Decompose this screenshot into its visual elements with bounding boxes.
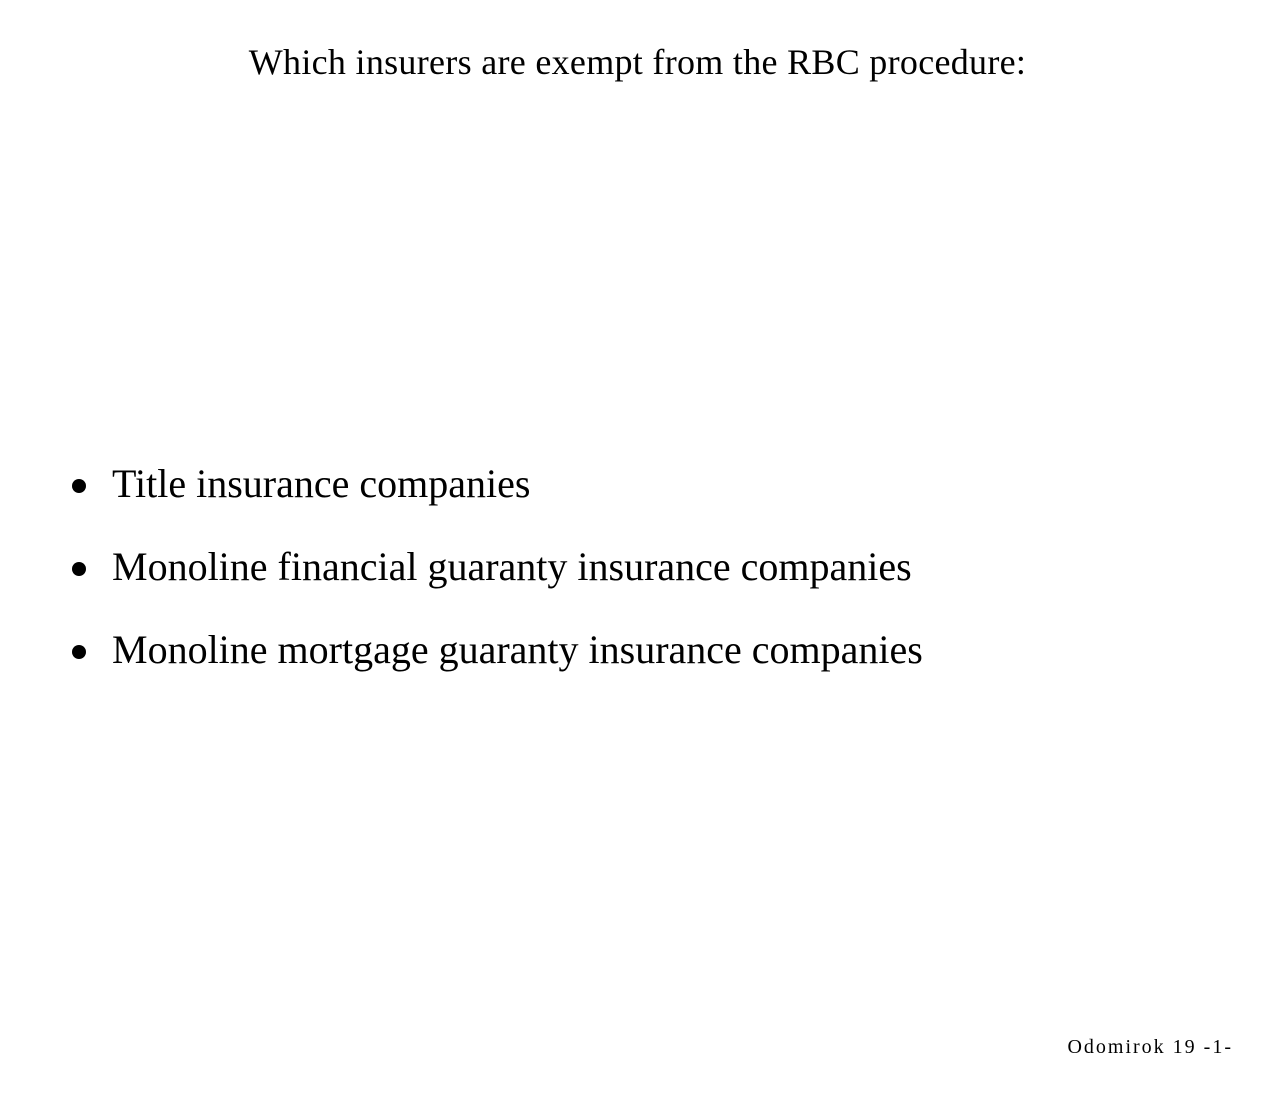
bullet-dot-icon — [72, 479, 86, 493]
bullet-text: Monoline mortgage guaranty insurance companies — [112, 627, 923, 672]
bullet-text: Monoline financial guaranty insurance companies — [112, 544, 912, 589]
slide-title: Which insurers are exempt from the RBC procedure: — [248, 42, 1027, 82]
bullet-dot-icon — [72, 562, 86, 576]
page-footer: Odomirok 19 -1- — [1067, 1036, 1233, 1058]
bullet-text: Title insurance companies — [112, 461, 531, 506]
bullet-dot-icon — [72, 645, 86, 659]
